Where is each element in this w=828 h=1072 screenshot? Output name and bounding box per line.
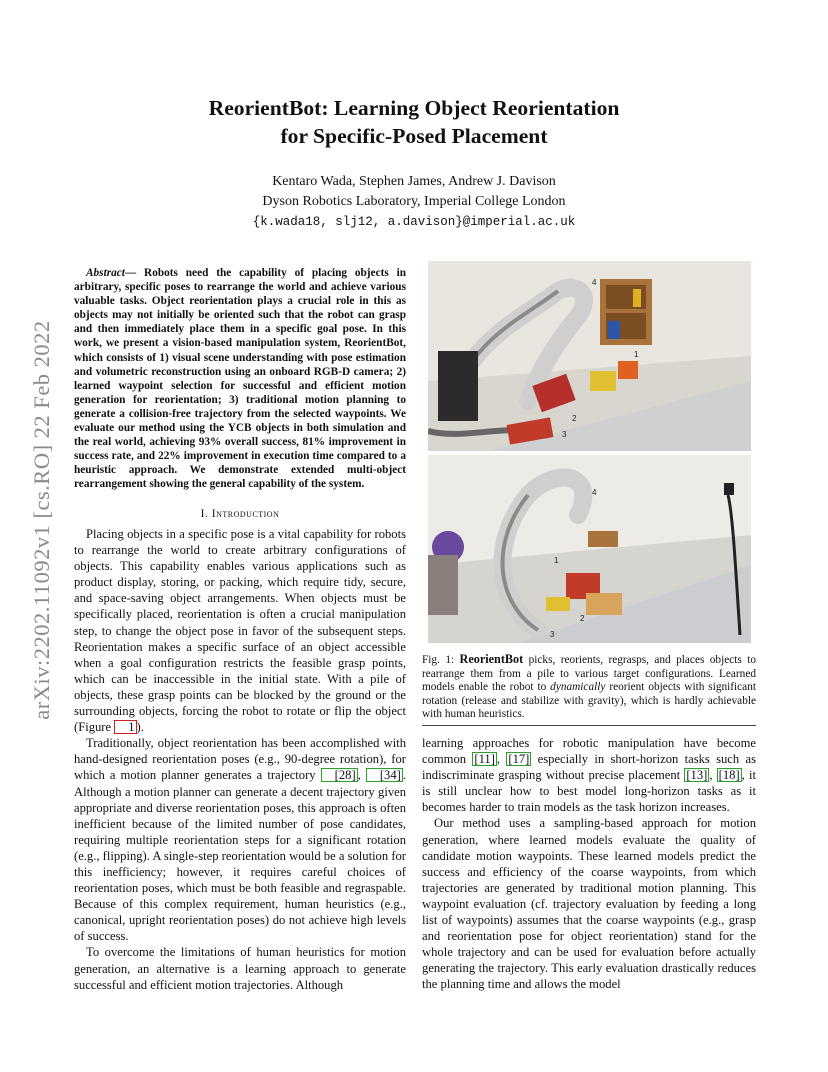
fig-number-1: 1	[634, 350, 639, 359]
citation-link[interactable]: [13]	[686, 768, 708, 783]
abstract-text: — Robots need the capability of placing objects in arbitrary, specific poses to rearrange the world and achieve various valuable tasks. Object reorientation plays a crucial role in this as objects may not initially be oriented such that the robot can grasp and then immediately place them in a specific goal pose. In this work, we present a vision-based manipulation system, ReorientBot, which consists of 1) visual scene understanding with pose estimation and volumetric reconstruction using an onboard RGB-D camera; 2) learned waypoint selection for successful and efficient motion generation for reorientation; 3) traditional motion planning to generate a collision-free trajectory from the selected waypoints. We evaluate our method using the YCB objects in both simulation and the real world, achieving 93% overall success, 81% improvement in success rate, and 22% improvement in execution time compared to a heuristic approach. We demonstrate extended multi-object rearrangement showing the general capability of the system.	[74, 267, 406, 491]
caption-text-2: reorient objects with significant rotation (release and stabilize with gravity), which is hardly achievable with human heuristics.	[422, 681, 756, 721]
intro-p2-text: Traditionally, object reorientation has been accomplished with hand-designed reorientation poses (e.g., 90-degree rotation), for which a motion planner generates a trajectory	[74, 736, 406, 783]
caption-text-1: picks, reorients, regrasps, and places objects to rearrange them from a pile to various target configurations. Learned models enable the robot to	[422, 654, 756, 694]
fig-number-2: 2	[580, 614, 585, 623]
citation-separator: ,	[709, 768, 717, 783]
citation-link[interactable]: [11]	[474, 752, 495, 767]
intro-p1-text: Placing objects in a specific pose is a vital capability for robots to rearrange the world to create arbitrary configurations of objects. This capability enables various applications such as product display, storing, or packing, which require tidy, secure, and space-saving object arrangements. When objects must be specifically placed, reorientation is often a crucial manipulation step, to change the object pose in favor of the subsequent steps. Reorientation makes a specific surface of an object accessible when a goal configuration restricts the feasible grasp points, which can be inaccessible in the initial state. With a pile of objects, these grasp points can be blocked by the ground or the surrounding objects, forcing the robot to rotate or flip the object (Figure	[74, 527, 406, 735]
author-block	[0, 172, 828, 232]
figure-system-name: ReorientBot	[459, 652, 524, 666]
intro-p1-end: ).	[136, 720, 144, 735]
right-p1-middle: especially in short-horizon tasks such as indiscriminate grasping without precise placement	[422, 752, 756, 783]
right-paragraph-2: Our method uses a sampling-based approach for motion generation, where learned models evaluate the quality of candidate motion waypoints. These learned models predict the success and efficiency of the coarse waypoints, from which trajectories are generated by traditional motion planning. This waypoint evaluation (cf. trajectory evaluation by feeding a long list of waypoints) assumes that the coarse waypoints (e.g., grasp and reorientation pose for object reorientation) stand for the whole trajectory and can be used for evaluation before actually generating the trajectory. This early evaluation drastically reduces the planning time and allows the model	[422, 816, 756, 992]
title-line-2: for Specific-Posed Placement	[280, 124, 548, 148]
intro-p2-rest: . Although a motion planner can generate a decent trajectory given appropriate and diverse reorientation poses, this approach is often inefficient because of the limited number of pose candidates, requiring multiple reorientation steps for a significant rotation (e.g., flipping). A single-step reorientation would be a solution for this inefficiency; however, it requires careful choices of reorientation poses, which must be both feasible and regraspable. Because of this complex requirement, human heuristics (e.g., canonical, upright reorientation poses) do not achieve high levels of success.	[74, 768, 406, 944]
citation-link[interactable]: [28]	[321, 768, 358, 782]
fig-number-4: 4	[592, 278, 597, 287]
abstract	[74, 266, 406, 492]
intro-paragraph-3: To overcome the limitations of human heuristics for motion generation, an alternative is a learning approach to generate successful and efficient motion trajectories. Although	[74, 945, 406, 992]
right-p1-text: learning approaches for robotic manipulation have become common	[422, 736, 756, 767]
fig-number-3: 3	[562, 430, 567, 439]
figure-label: Fig. 1:	[422, 654, 460, 666]
robot-scene-top-illustration	[428, 261, 751, 451]
figure-caption	[422, 653, 756, 722]
author-affiliation: Dyson Robotics Laboratory, Imperial College London	[262, 194, 566, 209]
fig-number-3: 3	[550, 630, 555, 639]
arxiv-sidebar	[22, 280, 62, 760]
author-emails: {k.wada18, slj12, a.davison}@imperial.ac.uk	[252, 215, 576, 229]
arxiv-identifier: arXiv:2202.11092v1 [cs.RO] 22 Feb 2022	[29, 320, 54, 720]
intro-paragraph-1	[74, 526, 406, 735]
intro-right-column	[422, 735, 756, 993]
section-heading-introduction: I. Introduction	[200, 508, 280, 520]
figure-reference-link[interactable]: 1	[114, 720, 136, 734]
fig-number-1: 1	[554, 556, 559, 565]
intro-left-column	[74, 526, 406, 993]
paper-title	[0, 94, 828, 150]
intro-paragraph-2	[74, 735, 406, 944]
robot-scene-bottom-illustration	[428, 455, 751, 643]
fig-number-2: 2	[572, 414, 577, 423]
figure-photo-top	[428, 261, 751, 451]
citation-separator: ,	[357, 768, 366, 783]
author-names: Kentaro Wada, Stephen James, Andrew J. Davison	[272, 174, 556, 189]
abstract-lead: Abstract	[86, 267, 125, 279]
citation-link[interactable]: [34]	[366, 768, 403, 782]
citation-link[interactable]: [18]	[718, 768, 740, 783]
fig-number-4: 4	[592, 488, 597, 497]
citation-link[interactable]: [17]	[508, 752, 530, 767]
figure-photo-bottom	[428, 455, 751, 643]
title-line-1: ReorientBot: Learning Object Reorientation	[208, 96, 620, 120]
caption-italic: dynamically	[550, 681, 606, 694]
right-paragraph-1	[422, 735, 756, 815]
caption-divider	[422, 725, 756, 726]
right-p1-end: , it is still unclear how to best model long-horizon tasks as it becomes harder to train models as the task horizon increases.	[422, 768, 757, 815]
citation-separator: ,	[496, 752, 507, 767]
